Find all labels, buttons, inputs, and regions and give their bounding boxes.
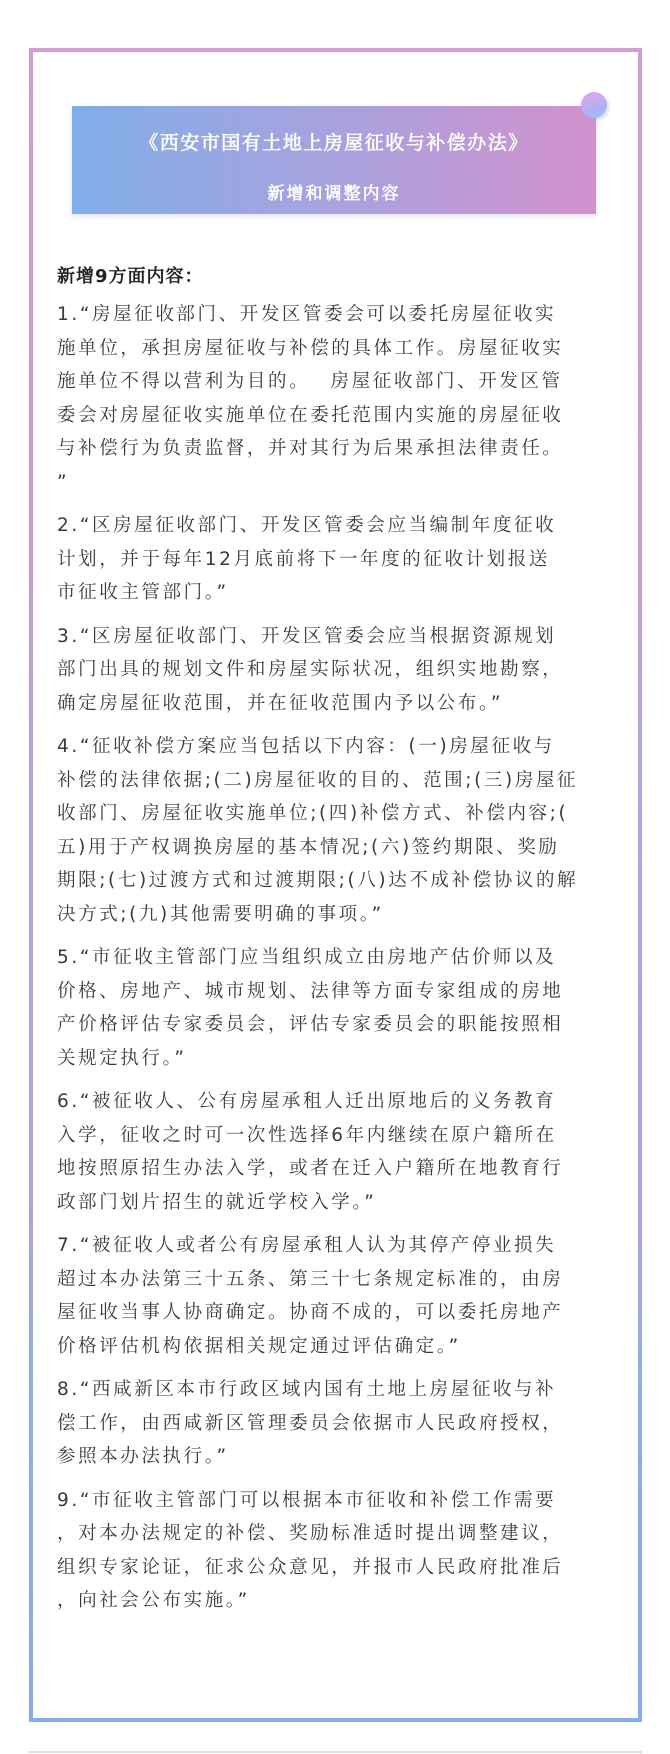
paragraph-line: 补偿的法律依据;(二)房屋征收的目的、范围;(三)房屋征 bbox=[57, 769, 579, 791]
banner-title: 《西安市国有土地上房屋征收与补偿办法》 bbox=[139, 132, 529, 154]
paragraph-line: 决方式;(九)其他需要明确的事项。” bbox=[57, 903, 384, 925]
content-card bbox=[33, 52, 638, 1718]
paragraph-line: 地按照原招生办法入学，或者在迁入户籍所在地教育行 bbox=[57, 1158, 564, 1179]
paragraph-item-8 bbox=[57, 1373, 617, 1474]
paragraph-line: 参照本办法执行。” bbox=[57, 1446, 229, 1467]
paragraph-line: 政部门划片招生的就近学校入学。” bbox=[57, 1191, 377, 1213]
decorative-orb-icon bbox=[581, 92, 607, 118]
paragraph-line: 收部门、房屋征收实施单位;(四)补偿方式、补偿内容;( bbox=[57, 803, 569, 824]
paragraph-line: 委会对房屋征收实施单位在委托范围内实施的房屋征收 bbox=[57, 404, 564, 426]
paragraph-item-5 bbox=[57, 941, 617, 1075]
paragraph-line: 价格、房地产、城市规划、法律等方面专家组成的房地 bbox=[57, 980, 564, 1002]
paragraph-line: 超过本办法第三十五条、第三十七条规定标准的，由房 bbox=[57, 1268, 564, 1290]
paragraph-line: 产价格评估专家委员会，评估专家委员会的职能按照相 bbox=[57, 1014, 564, 1035]
content-frame bbox=[29, 48, 642, 1722]
paragraph-line: 3.“区房屋征收部门、开发区管委会应当根据资源规划 bbox=[57, 625, 557, 647]
paragraph-line: 2.“区房屋征收部门、开发区管委会应当编制年度征收 bbox=[57, 515, 557, 536]
paragraph-item-9 bbox=[57, 1484, 617, 1618]
paragraph-item-4 bbox=[57, 730, 617, 931]
paragraph-line: ，向社会公布实施。” bbox=[57, 1590, 250, 1611]
paragraph-line: 计划，并于每年12月底前将下一年度的征收计划报送 bbox=[57, 548, 550, 570]
paragraph-line: 4.“征收补偿方案应当包括以下内容：(一)房屋征收与 bbox=[57, 736, 555, 757]
paragraph-line: 施单位不得以营利为目的。 房屋征收部门、开发区管 bbox=[57, 371, 563, 392]
paragraph-line: 施单位，承担房屋征收与补偿的具体工作。房屋征收实 bbox=[57, 337, 564, 359]
bottom-divider bbox=[29, 1751, 642, 1753]
paragraph-line: 关规定执行。” bbox=[57, 1047, 187, 1069]
paragraph-line: 8.“西咸新区本市行政区域内国有土地上房屋征收与补 bbox=[57, 1379, 557, 1400]
paragraph-line: 6.“被征收人、公有房屋承租人迁出原地后的义务教育 bbox=[57, 1091, 557, 1112]
paragraph-line: 价格评估机构依据相关规定通过评估确定。” bbox=[57, 1335, 461, 1357]
paragraph-line: 1.“房屋征收部门、开发区管委会可以委托房屋征收实 bbox=[57, 304, 557, 325]
paragraph-item-7 bbox=[57, 1229, 617, 1363]
paragraph-line: 屋征收当事人协商确定。协商不成的，可以委托房地产 bbox=[57, 1302, 564, 1323]
paragraph-line: 9.“市征收主管部门可以根据本市征收和补偿工作需要 bbox=[57, 1489, 557, 1511]
section-heading: 新增9方面内容： bbox=[57, 266, 204, 287]
paragraph-line: 与补偿行为负责监督，并对其行为后果承担法律责任。 bbox=[57, 438, 564, 459]
banner-subtitle: 新增和调整内容 bbox=[267, 184, 401, 204]
paragraph-line: 确定房屋征收范围，并在征收范围内予以公布。” bbox=[57, 692, 504, 714]
article-body bbox=[57, 262, 617, 1628]
paragraph-line: 入学，征收之时可一次性选择6年内继续在原户籍所在 bbox=[57, 1124, 557, 1146]
paragraph-line: 期限;(七)过渡方式和过渡期限;(八)达不成补偿协议的解 bbox=[57, 870, 579, 891]
paragraph-line: 偿工作，由西咸新区管理委员会依据市人民政府授权， bbox=[57, 1412, 564, 1434]
paragraph-item-2 bbox=[57, 509, 617, 610]
paragraph-item-3 bbox=[57, 620, 617, 721]
paragraph-line: 7.“被征收人或者公有房屋承租人认为其停产停业损失 bbox=[57, 1235, 557, 1256]
title-banner bbox=[72, 106, 596, 214]
paragraph-item-1 bbox=[57, 298, 617, 499]
paragraph-line: ，对本办法规定的补偿、奖励标准适时提出调整建议， bbox=[57, 1523, 564, 1544]
paragraph-line: 五)用于产权调换房屋的基本情况;(六)签约期限、奖励 bbox=[57, 836, 560, 858]
paragraph-item-6 bbox=[57, 1085, 617, 1219]
paragraph-line: 5.“市征收主管部门应当组织成立由房地产估价师以及 bbox=[57, 947, 557, 968]
paragraph-line: 部门出具的规划文件和房屋实际状况，组织实地勘察， bbox=[57, 659, 564, 680]
paragraph-line: 组织专家论证，征求公众意见，并报市人民政府批准后 bbox=[57, 1556, 564, 1578]
paragraph-line: ” bbox=[57, 471, 70, 493]
paragraph-line: 市征收主管部门。” bbox=[57, 582, 229, 603]
